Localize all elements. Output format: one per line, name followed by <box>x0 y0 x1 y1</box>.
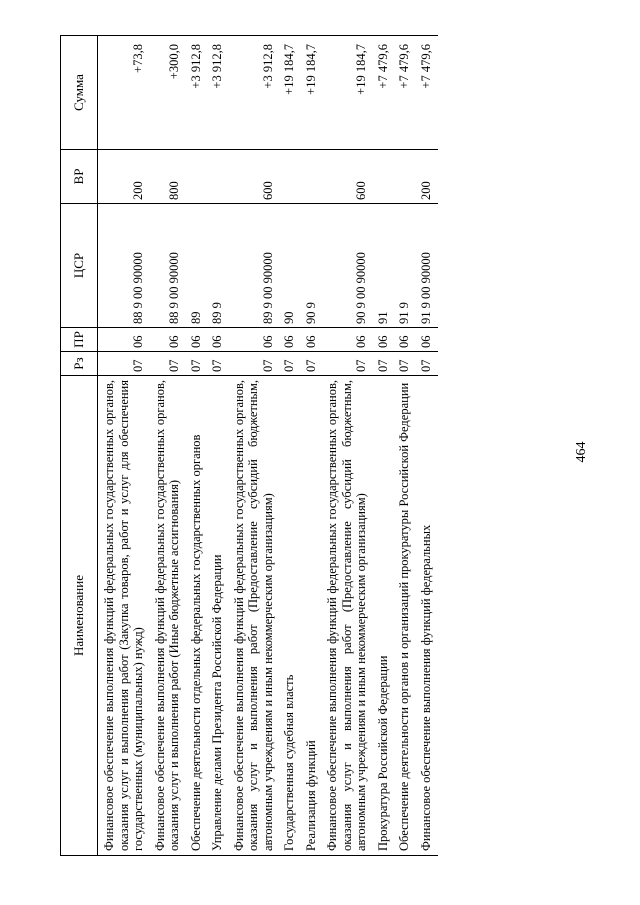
cell-vr: 600 <box>323 150 374 204</box>
cell-sum: +3 912,8 <box>230 36 281 150</box>
cell-name: Обеспечение деятельности отдельных федеральных государственных органов <box>187 376 209 856</box>
cell-sum: +7 479,6 <box>395 36 417 150</box>
budget-table <box>60 35 438 856</box>
cell-rz: 07 <box>417 352 439 376</box>
cell-vr: 200 <box>417 150 439 204</box>
cell-csr: 91 9 00 90000 <box>417 204 439 328</box>
cell-vr: 200 <box>98 150 151 204</box>
cell-pr: 06 <box>280 328 302 352</box>
cell-pr: 06 <box>187 328 209 352</box>
cell-name: Государственная судебная власть <box>280 376 302 856</box>
cell-vr <box>208 150 230 204</box>
table-row <box>208 36 230 856</box>
cell-vr: 800 <box>151 150 187 204</box>
cell-name: Обеспечение деятельности органов и организаций прокуратуры Российской Федерации <box>395 376 417 856</box>
cell-sum: +3 912,8 <box>187 36 209 150</box>
cell-vr <box>302 150 324 204</box>
cell-pr: 06 <box>395 328 417 352</box>
budget-table-container <box>60 36 600 856</box>
cell-vr <box>395 150 417 204</box>
cell-rz: 07 <box>151 352 187 376</box>
cell-sum: +73,8 <box>98 36 151 150</box>
cell-pr: 06 <box>323 328 374 352</box>
cell-name: Финансовое обеспечение выполнения функций федеральных государственных органов, оказания услуг и выполнения работ (Предоставление субсидий бюджетным, автономным учреждениям и иным некоммерческим организациям) <box>230 376 281 856</box>
cell-csr: 89 <box>187 204 209 328</box>
table-row <box>151 36 187 856</box>
cell-rz: 07 <box>230 352 281 376</box>
cell-vr <box>280 150 302 204</box>
table-row <box>302 36 324 856</box>
cell-name: Реализация функций <box>302 376 324 856</box>
table-row <box>230 36 281 856</box>
cell-sum: +300,0 <box>151 36 187 150</box>
cell-csr: 90 9 00 90000 <box>323 204 374 328</box>
cell-name: Финансовое обеспечение выполнения функций федеральных государственных органов, оказания услуг и выполнения работ (Иные бюджетные ассигнования) <box>151 376 187 856</box>
cell-pr: 06 <box>151 328 187 352</box>
cell-pr: 06 <box>417 328 439 352</box>
cell-rz: 07 <box>98 352 151 376</box>
cell-vr <box>374 150 396 204</box>
table-row <box>187 36 209 856</box>
cell-name: Управление делами Президента Российской Федерации <box>208 376 230 856</box>
cell-pr: 06 <box>98 328 151 352</box>
table-row <box>98 36 151 856</box>
cell-vr: 600 <box>230 150 281 204</box>
cell-csr: 89 9 <box>208 204 230 328</box>
header-pr: ПР <box>61 328 98 352</box>
cell-sum: +19 184,7 <box>280 36 302 150</box>
cell-pr: 06 <box>302 328 324 352</box>
table-row <box>323 36 374 856</box>
table-row <box>395 36 417 856</box>
cell-pr: 06 <box>208 328 230 352</box>
cell-sum: +7 479,6 <box>417 36 439 150</box>
cell-csr: 89 9 00 90000 <box>230 204 281 328</box>
cell-sum: +3 912,8 <box>208 36 230 150</box>
cell-csr: 90 <box>280 204 302 328</box>
cell-rz: 07 <box>208 352 230 376</box>
cell-sum: +19 184,7 <box>323 36 374 150</box>
cell-csr: 90 9 <box>302 204 324 328</box>
table-row <box>280 36 302 856</box>
cell-pr: 06 <box>374 328 396 352</box>
header-csr: ЦСР <box>61 204 98 328</box>
cell-csr: 88 9 00 90000 <box>98 204 151 328</box>
cell-vr <box>187 150 209 204</box>
header-vr: ВР <box>61 150 98 204</box>
cell-sum: +7 479,6 <box>374 36 396 150</box>
cell-rz: 07 <box>374 352 396 376</box>
cell-name: Финансовое обеспечение выполнения функций федеральных государственных органов, оказания услуг и выполнения работ (Закупка товаров, работ и услуг для обеспечения государственных (муниципальных) нужд) <box>98 376 151 856</box>
header-rz: Рз <box>61 352 98 376</box>
table-row <box>374 36 396 856</box>
cell-name: Финансовое обеспечение выполнения функций федеральных государственных органов, оказания услуг и выполнения работ (Предоставление субсидий бюджетным, автономным учреждениям и иным некоммерческим организациям) <box>323 376 374 856</box>
page-number: 464 <box>574 441 589 463</box>
cell-pr: 06 <box>230 328 281 352</box>
cell-rz: 07 <box>187 352 209 376</box>
header-name: Наименование <box>61 376 98 856</box>
table-header-row <box>61 36 98 856</box>
cell-name: Прокуратура Российской Федерации <box>374 376 396 856</box>
cell-csr: 91 <box>374 204 396 328</box>
table-row <box>417 36 439 856</box>
cell-rz: 07 <box>323 352 374 376</box>
cell-name: Финансовое обеспечение выполнения функций федеральных <box>417 376 439 856</box>
cell-csr: 91 9 <box>395 204 417 328</box>
cell-rz: 07 <box>280 352 302 376</box>
cell-sum: +19 184,7 <box>302 36 324 150</box>
cell-rz: 07 <box>395 352 417 376</box>
cell-csr: 88 9 00 90000 <box>151 204 187 328</box>
header-sum: Сумма <box>61 36 98 150</box>
cell-rz: 07 <box>302 352 324 376</box>
